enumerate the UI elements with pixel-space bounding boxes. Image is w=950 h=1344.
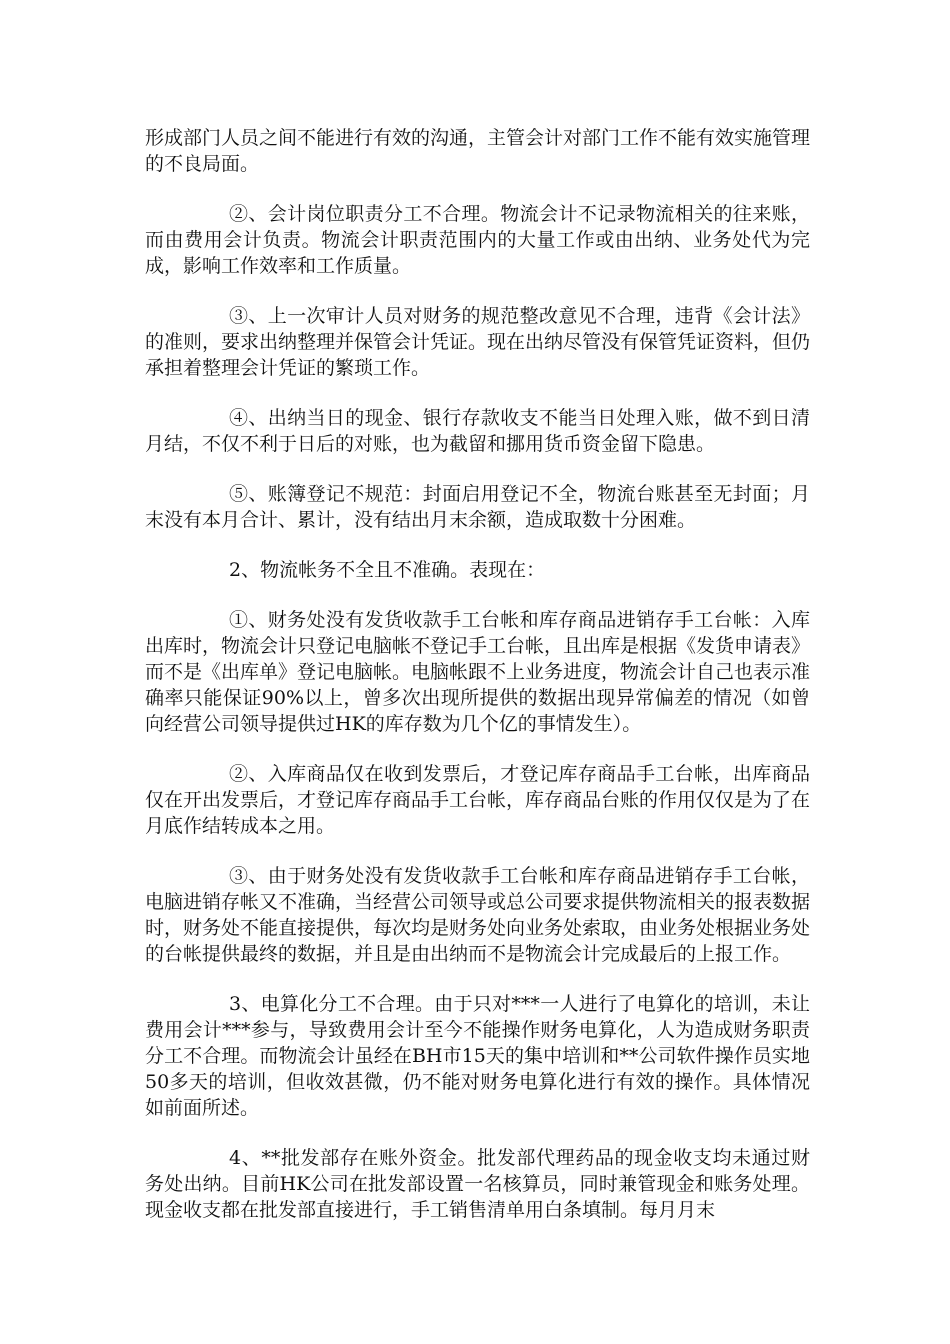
- paragraph: ①、财务处没有发货收款手工台帐和库存商品进销存手工台帐：入库出库时，物流会计只登记电脑帐不登记手工台帐，且出库是根据《发货申请表》而不是《出库单》登记电脑帐。电脑帐跟不上业务进度，物流会计自己也表示准确率只能保证90%以上，曾多次出现所提供的数据出现异常偏差的情况（如曾向经营公司领导提供过HK的库存数为几个亿的事情发生）。: [145, 609, 811, 735]
- paragraph: ②、入库商品仅在收到发票后，才登记库存商品手工台帐，出库商品仅在开出发票后，才登记库存商品手工台帐，库存商品台账的作用仅仅是为了在月底作结转成本之用。: [145, 763, 811, 837]
- paragraph: ⑤、账簿登记不规范：封面启用登记不全，物流台账甚至无封面；月末没有本月合计、累计，没有结出月末余额，造成取数十分困难。: [145, 483, 810, 531]
- paragraph: ③、上一次审计人员对财务的规范整改意见不合理，违背《会计法》的准则，要求出纳整理并保管会计凭证。现在出纳尽管没有保管凭证资料，但仍承担着整理会计凭证的繁琐工作。: [145, 305, 811, 379]
- paragraph: 2、物流帐务不全且不准确。表现在：: [229, 559, 546, 581]
- paragraph: ②、会计岗位职责分工不合理。物流会计不记录物流相关的往来账，而由费用会计负责。物流会计职责范围内的大量工作或由出纳、业务处代为完成，影响工作效率和工作质量。: [145, 203, 810, 277]
- paragraph: ③、由于财务处没有发货收款手工台帐和库存商品进销存手工台帐，电脑进销存帐又不准确，当经营公司领导或总公司要求提供物流相关的报表数据时，财务处不能直接提供，每次均是财务处向业务处索取，由业务处根据业务处的台帐提供最终的数据，并且是由出纳而不是物流会计完成最后的上报工作。: [145, 865, 811, 965]
- paragraph: 3、电算化分工不合理。由于只对***一人进行了电算化的培训，未让费用会计***参与，导致费用会计至今不能操作财务电算化，人为造成财务职责分工不合理。而物流会计虽经在BH市15天的集中培训和**公司软件操作员实地50多天的培训，但收效甚微，仍不能对财务电算化进行有效的操作。具体情况如前面所述。: [145, 993, 810, 1119]
- paragraph: ④、出纳当日的现金、银行存款收支不能当日处理入账，做不到日清月结，不仅不利于日后的对账，也为截留和挪用货币资金留下隐患。: [145, 407, 810, 455]
- paragraph: 形成部门人员之间不能进行有效的沟通，主管会计对部门工作不能有效实施管理的不良局面。: [145, 127, 811, 175]
- document-body: [145, 125, 810, 1247]
- paragraph: 4、**批发部存在账外资金。批发部代理药品的现金收支均未通过财务处出纳。目前HK公司在批发部设置一名核算员，同时兼管现金和账务处理。现金收支都在批发部直接进行，手工销售清单用白条填制。每月月末: [145, 1147, 810, 1221]
